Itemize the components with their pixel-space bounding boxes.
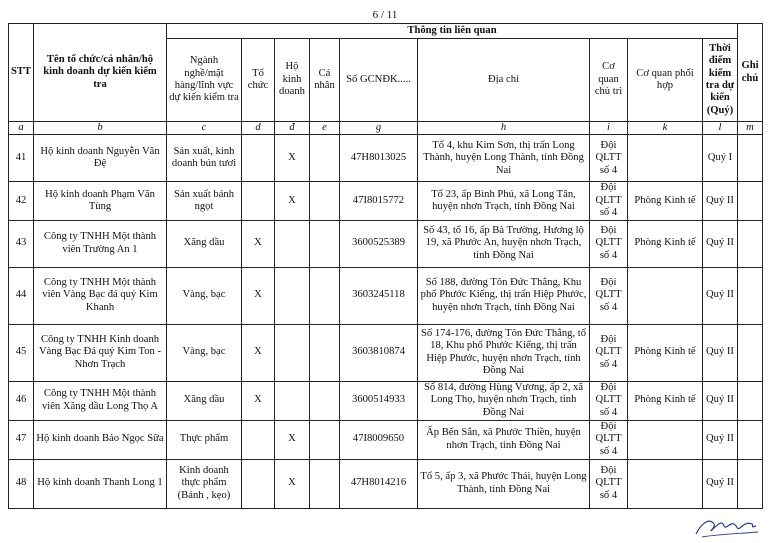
row-time: Quý II <box>703 459 738 508</box>
row-time: Quý II <box>703 381 738 420</box>
row-individual-mark <box>310 135 340 182</box>
row-industry: Xăng dầu <box>167 381 242 420</box>
row-industry: Vàng, bạc <box>167 324 242 381</box>
header-coord-agency: Cơ quan phối hợp <box>628 39 703 122</box>
col-letter: d <box>242 122 275 135</box>
row-coord-agency: Phòng Kinh tế <box>628 324 703 381</box>
row-organization-mark <box>242 459 275 508</box>
row-lead-agency: Đội QLTT số 4 <box>590 324 628 381</box>
row-name: Hộ kinh doanh Phạm Văn Tùng <box>34 182 167 220</box>
col-letter: a <box>9 122 34 135</box>
row-household-mark: X <box>275 182 310 220</box>
row-lead-agency: Đội QLTT số 4 <box>590 381 628 420</box>
row-coord-agency: Phòng Kinh tế <box>628 182 703 220</box>
header-organization: Tổ chức <box>242 39 275 122</box>
row-address: Số 43, tổ 16, ấp Bà Trường, Hương lộ 19, xã Phước An, huyện nhơn Trạch, tỉnh Đồng Nai <box>418 220 590 267</box>
row-note <box>738 135 763 182</box>
row-stt: 44 <box>9 267 34 324</box>
row-coord-agency <box>628 267 703 324</box>
row-stt: 48 <box>9 459 34 508</box>
col-letter: b <box>34 122 167 135</box>
row-industry: Kinh doanh thực phẩm (Bánh , kẹo) <box>167 459 242 508</box>
row-stt: 45 <box>9 324 34 381</box>
row-industry: Sản xuất, kinh doanh bún tươi <box>167 135 242 182</box>
column-letter-row <box>9 122 763 135</box>
row-lead-agency: Đội QLTT số 4 <box>590 220 628 267</box>
header-household: Hộ kinh doanh <box>275 39 310 122</box>
col-letter: g <box>340 122 418 135</box>
row-household-mark <box>275 220 310 267</box>
col-letter: đ <box>275 122 310 135</box>
row-industry: Sản xuất bánh ngọt <box>167 182 242 220</box>
inspection-table <box>8 23 763 509</box>
row-lead-agency: Đội QLTT số 4 <box>590 459 628 508</box>
col-letter: k <box>628 122 703 135</box>
row-cert-no: 47I8015772 <box>340 182 418 220</box>
row-note <box>738 182 763 220</box>
row-time: Quý II <box>703 267 738 324</box>
row-name: Công ty TNHH Một thành viên Trường An 1 <box>34 220 167 267</box>
table-row <box>9 459 763 508</box>
row-cert-no: 47H8014216 <box>340 459 418 508</box>
row-individual-mark <box>310 220 340 267</box>
row-organization-mark: X <box>242 324 275 381</box>
table-row <box>9 324 763 381</box>
row-stt: 46 <box>9 381 34 420</box>
row-organization-mark: X <box>242 267 275 324</box>
row-industry: Thực phẩm <box>167 420 242 459</box>
header-industry: Ngành nghề/mặt hàng/lĩnh vực dự kiến kiểm tra <box>167 39 242 122</box>
row-time: Quý II <box>703 420 738 459</box>
row-coord-agency <box>628 459 703 508</box>
row-cert-no: 3600514933 <box>340 381 418 420</box>
row-lead-agency: Đội QLTT số 4 <box>590 267 628 324</box>
row-coord-agency: Phòng Kinh tế <box>628 220 703 267</box>
row-household-mark <box>275 381 310 420</box>
row-stt: 41 <box>9 135 34 182</box>
row-note <box>738 459 763 508</box>
row-individual-mark <box>310 324 340 381</box>
col-letter: c <box>167 122 242 135</box>
table-row <box>9 182 763 220</box>
header-individual: Cá nhân <box>310 39 340 122</box>
row-household-mark <box>275 267 310 324</box>
row-note <box>738 324 763 381</box>
header-stt: STT <box>9 24 34 122</box>
header-note: Ghi chú <box>738 24 763 122</box>
row-household-mark: X <box>275 135 310 182</box>
col-letter: l <box>703 122 738 135</box>
row-note <box>738 267 763 324</box>
row-individual-mark <box>310 459 340 508</box>
row-cert-no: 3603810874 <box>340 324 418 381</box>
page-number: 6 / 11 <box>372 9 398 21</box>
header-org-name: Tên tổ chức/cá nhân/hộ kinh doanh dự kiến kiểm tra <box>34 24 167 122</box>
row-address: Số 814, đường Hùng Vương, ấp 2, xã Long Thọ, huyện nhơn Trạch, tỉnh Đồng Nai <box>418 381 590 420</box>
row-coord-agency: Phòng Kinh tế <box>628 381 703 420</box>
row-time: Quý I <box>703 135 738 182</box>
row-industry: Vàng, bạc <box>167 267 242 324</box>
table-row <box>9 135 763 182</box>
row-time: Quý II <box>703 182 738 220</box>
table-row <box>9 267 763 324</box>
row-address: Tổ 4, khu Kim Sơn, thị trấn Long Thành, huyện Long Thành, tỉnh Đồng Nai <box>418 135 590 182</box>
row-note <box>738 420 763 459</box>
row-time: Quý II <box>703 220 738 267</box>
row-address: Số 174-176, đường Tôn Đức Thắng, tổ 18, Khu phố Phước Kiểng, thị trấn Hiệp Phước, huyện nhơn Trạch, tỉnh Đồng Nai <box>418 324 590 381</box>
row-coord-agency <box>628 135 703 182</box>
row-lead-agency: Đội QLTT số 4 <box>590 420 628 459</box>
row-name: Hộ kinh doanh Thanh Long 1 <box>34 459 167 508</box>
row-individual-mark <box>310 420 340 459</box>
row-address: Số 188, đường Tôn Đức Thắng, Khu phố Phước Kiểng, thị trấn Hiệp Phước, huyện nhơn Trạch, tỉnh Đồng Nai <box>418 267 590 324</box>
row-address: Tổ 23, ấp Bình Phú, xã Long Tân, huyện nhơn Trạch, tỉnh Đồng Nai <box>418 182 590 220</box>
row-name: Công ty TNHH Một thành viên Xăng dầu Long Thọ A <box>34 381 167 420</box>
row-address: Tổ 5, ấp 3, xã Phước Thái, huyện Long Thành, tỉnh Đồng Nai <box>418 459 590 508</box>
header-time: Thời điểm kiểm tra dự kiến (Quý) <box>703 39 738 122</box>
row-cert-no: 3600525389 <box>340 220 418 267</box>
row-address: Ấp Bến Sắn, xã Phước Thiền, huyện nhơn Trạch, tỉnh Đồng Nai <box>418 420 590 459</box>
table-row <box>9 220 763 267</box>
row-organization-mark <box>242 135 275 182</box>
row-household-mark: X <box>275 420 310 459</box>
header-cert-no: Số GCNĐK..... <box>340 39 418 122</box>
row-name: Hộ kinh doanh Nguyễn Văn Đệ <box>34 135 167 182</box>
row-individual-mark <box>310 267 340 324</box>
row-organization-mark <box>242 420 275 459</box>
row-time: Quý II <box>703 324 738 381</box>
row-individual-mark <box>310 381 340 420</box>
table-row <box>9 381 763 420</box>
row-lead-agency: Đội QLTT số 4 <box>590 135 628 182</box>
header-address: Địa chỉ <box>418 39 590 122</box>
row-cert-no: 47I8009650 <box>340 420 418 459</box>
row-note <box>738 381 763 420</box>
row-note <box>738 220 763 267</box>
row-organization-mark <box>242 182 275 220</box>
row-household-mark <box>275 324 310 381</box>
header-related-info: Thông tin liên quan <box>167 24 738 39</box>
col-letter: h <box>418 122 590 135</box>
row-stt: 42 <box>9 182 34 220</box>
row-household-mark: X <box>275 459 310 508</box>
signature-mark <box>692 510 762 540</box>
col-letter: i <box>590 122 628 135</box>
table-row <box>9 420 763 459</box>
header-lead-agency: Cơ quan chủ trì <box>590 39 628 122</box>
row-cert-no: 47H8013025 <box>340 135 418 182</box>
row-name: Hộ kinh doanh Bảo Ngọc Sữa <box>34 420 167 459</box>
row-cert-no: 3603245118 <box>340 267 418 324</box>
row-lead-agency: Đội QLTT số 4 <box>590 182 628 220</box>
row-name: Công ty TNHH Kinh doanh Vàng Bạc Đá quý Kim Ton - Nhơn Trạch <box>34 324 167 381</box>
col-letter: m <box>738 122 763 135</box>
row-organization-mark: X <box>242 220 275 267</box>
row-coord-agency <box>628 420 703 459</box>
row-organization-mark: X <box>242 381 275 420</box>
row-individual-mark <box>310 182 340 220</box>
col-letter: e <box>310 122 340 135</box>
row-stt: 43 <box>9 220 34 267</box>
row-name: Công ty TNHH Một thành viên Vàng Bạc đá quý Kim Khanh <box>34 267 167 324</box>
row-industry: Xăng dầu <box>167 220 242 267</box>
row-stt: 47 <box>9 420 34 459</box>
